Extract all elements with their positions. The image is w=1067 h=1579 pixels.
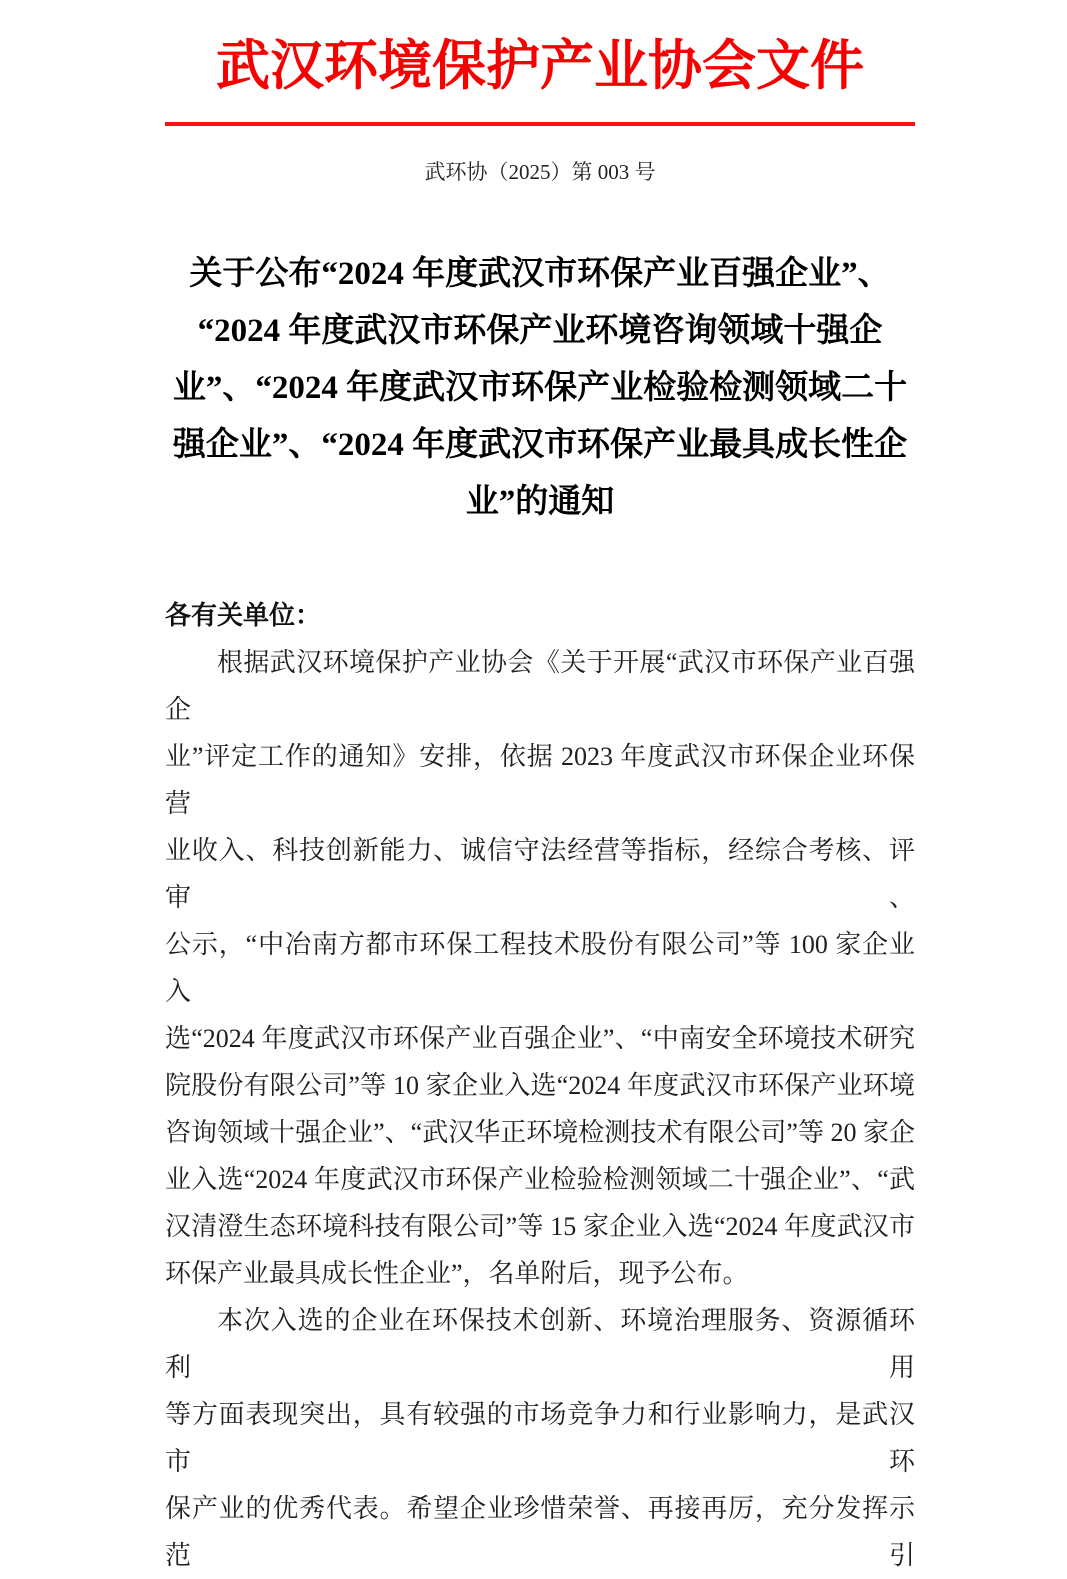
red-divider-line (165, 122, 915, 126)
body-text-line: 业入选“2024 年度武汉市环保产业检验检测领域二十强企业”、“武 (165, 1165, 915, 1194)
issuer-banner-title: 武汉环境保护产业协会文件 (216, 36, 864, 96)
document-title-line: 强企业”、“2024 年度武汉市环保产业最具成长性企 (172, 427, 908, 463)
document-title-line: 业”、“2024 年度武汉市环保产业检验检测领域二十 (172, 370, 908, 406)
body-text-line: 根据武汉环境保护产业协会《关于开展“武汉市环保产业百强企 (165, 648, 915, 724)
body-text-line: 院股份有限公司”等 10 家企业入选“2024 年度武汉市环保产业环境 (165, 1071, 915, 1100)
document-title (138, 246, 942, 531)
document-number: 武环协（2025）第 003 号 (424, 160, 656, 184)
document-title-line: “2024 年度武汉市环保产业环境咨询领域十强企 (197, 313, 883, 349)
document-title-line: 业”的通知 (465, 484, 615, 520)
body-text-line: 公示，“中冶南方都市环保工程技术股份有限公司”等 100 家企业入 (165, 930, 915, 1006)
body-text-line: 业”评定工作的通知》安排，依据 2023 年度武汉市环保企业环保营 (165, 742, 915, 818)
document-body (165, 592, 915, 1579)
body-text-line: 环保产业最具成长性企业”，名单附后，现予公布。 (165, 1259, 749, 1288)
body-text-line: 保产业的优秀代表。希望企业珍惜荣誉、再接再厉，充分发挥示范引 (165, 1494, 915, 1570)
body-text-line: 汉清澄生态环境科技有限公司”等 15 家企业入选“2024 年度武汉市 (165, 1212, 915, 1241)
document-title-line: 关于公布“2024 年度武汉市环保产业百强企业”、 (189, 256, 891, 292)
body-text-line: 咨询领域十强企业”、“武汉华正环境检测技术有限公司”等 20 家企 (165, 1118, 915, 1147)
body-text-line: 本次入选的企业在环保技术创新、环境治理服务、资源循环利用 (165, 1306, 915, 1382)
body-text-line: 选“2024 年度武汉市环保产业百强企业”、“中南安全环境技术研究 (165, 1024, 915, 1053)
body-text-line: 业收入、科技创新能力、诚信守法经营等指标，经综合考核、评审、 (165, 836, 915, 912)
salutation: 各有关单位： (165, 600, 322, 630)
body-text-line: 等方面表现突出，具有较强的市场竞争力和行业影响力，是武汉市环 (165, 1400, 915, 1476)
